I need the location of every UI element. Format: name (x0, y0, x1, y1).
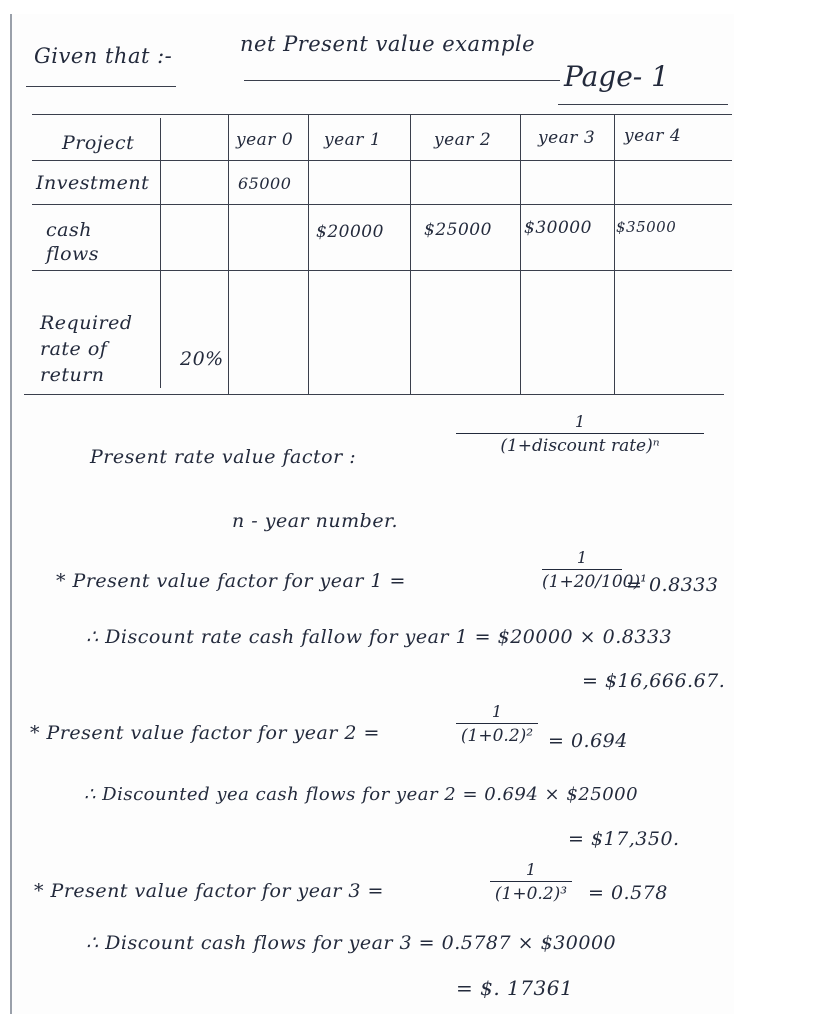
table-header-line (32, 160, 732, 161)
year2-discount-result: = $17,350. (568, 828, 680, 850)
table-col-divider-4 (410, 114, 411, 394)
year1-denominator: (1+20/100)¹ (542, 572, 647, 592)
page-underline (558, 104, 728, 105)
col-header-year2: year 2 (434, 130, 492, 150)
cell-cashflow-year1: $20000 (316, 222, 384, 242)
row-label-required-return: Required rate of return (40, 312, 133, 386)
table-top-line (32, 114, 732, 115)
year2-fraction (456, 702, 538, 746)
pv-factor-numerator: 1 (574, 412, 586, 431)
table-col-divider-3 (308, 114, 309, 394)
year2-factor-label: * Present value factor for year 2 = (30, 722, 380, 744)
col-header-project: Project (62, 132, 135, 154)
year1-factor-label: * Present value factor for year 1 = (56, 570, 406, 592)
cell-required-return: 20% (180, 348, 224, 370)
table-col-divider-5 (520, 114, 521, 394)
year2-bar (456, 723, 538, 724)
year1-discount-result: = $16,666.67. (582, 670, 726, 692)
year-number-note: n - year number. (232, 510, 399, 532)
year3-discount-result: = $. 17361 (456, 976, 574, 1000)
table-col-divider-6 (614, 114, 615, 394)
table-row-line-1 (32, 204, 732, 205)
col-header-year0: year 0 (236, 130, 294, 150)
year2-numerator: 1 (491, 702, 503, 721)
table-bottom-line (24, 394, 724, 395)
year1-numerator: 1 (576, 548, 588, 567)
year1-factor-result: = 0.8333 (626, 574, 719, 596)
cell-cashflow-year3: $30000 (524, 218, 592, 238)
page-number: Page- 1 (564, 60, 669, 93)
year2-factor-result: = 0.694 (548, 730, 628, 752)
year2-discount-line: ∴ Discounted yea cash flows for year 2 = 0.694 × $25000 (84, 784, 639, 805)
title-underline (244, 80, 560, 81)
year3-discount-line: ∴ Discount cash flows for year 3 = 0.5787 × $30000 (86, 932, 617, 954)
year3-factor-label: * Present value factor for year 3 = (34, 880, 384, 902)
pv-factor-denominator: (1+discount rate)ⁿ (500, 436, 660, 456)
cell-cashflow-year2: $25000 (424, 220, 492, 240)
row-label-cash-flows: cash flows (46, 219, 100, 265)
year3-factor-result: = 0.578 (588, 882, 668, 904)
col-header-year3: year 3 (538, 128, 596, 148)
year1-discount-line: ∴ Discount rate cash fallow for year 1 = $20000 × 0.8333 (86, 626, 673, 648)
notebook-page (10, 14, 734, 1014)
cell-cashflow-year4: $35000 (616, 218, 677, 236)
table-col-divider-2 (228, 114, 229, 394)
page-title: net Present value example (240, 32, 536, 56)
year1-fraction (542, 548, 647, 592)
year3-denominator: (1+0.2)³ (494, 884, 568, 904)
pv-factor-bar (456, 433, 704, 434)
given-label: Given that :- (34, 44, 173, 68)
col-header-year4: year 4 (624, 126, 682, 146)
year1-bar (542, 569, 622, 570)
year3-numerator: 1 (525, 860, 537, 879)
row-label-investment: Investment (36, 172, 150, 194)
table-row-line-2 (32, 270, 732, 271)
year3-fraction (490, 860, 572, 904)
pv-factor-fraction (456, 412, 704, 456)
table-col-divider-1 (160, 118, 161, 388)
year3-bar (490, 881, 572, 882)
year2-denominator: (1+0.2)² (460, 726, 534, 746)
col-header-year1: year 1 (324, 130, 382, 150)
pv-factor-label: Present rate value factor : (90, 446, 357, 468)
given-underline (26, 86, 176, 87)
cell-investment-year0: 65000 (238, 174, 292, 193)
